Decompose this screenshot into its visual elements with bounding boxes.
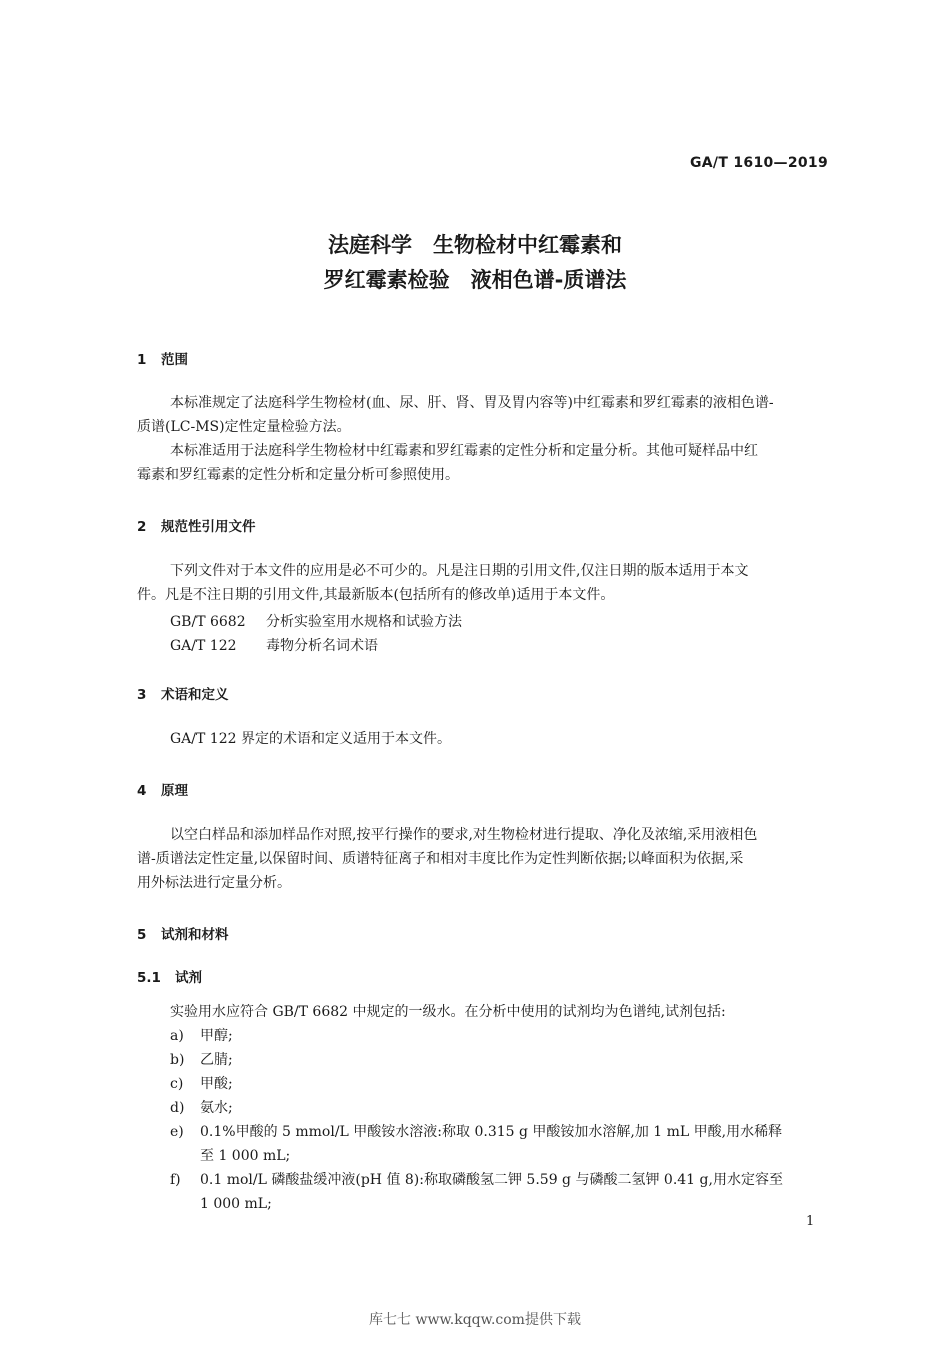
section-title: 规范性引用文件 — [161, 519, 256, 535]
text-line: 实验用水应符合 GB/T 6682 中规定的一级水。在分析中使用的试剂均为色谱纯,试剂包括: — [170, 1004, 726, 1020]
section-4-paragraph-1 — [137, 823, 832, 895]
section-5-1-intro — [137, 1000, 832, 1024]
list-item — [170, 1120, 782, 1168]
text-line: 以空白样品和添加样品作对照,按平行操作的要求,对生物检材进行提取、净化及浓缩,采用液相色 — [170, 827, 758, 843]
section-number: 5 — [137, 927, 147, 943]
section-2-heading — [137, 515, 256, 535]
reference-name: 毒物分析名词术语 — [266, 638, 378, 654]
list-text: 氨水; — [200, 1100, 233, 1116]
page-number: 1 — [806, 1214, 815, 1229]
section-title: 原理 — [161, 783, 188, 799]
download-footer: 库七七 www.kqqw.com提供下载 — [369, 1312, 581, 1328]
subsection-number: 5.1 — [137, 970, 161, 986]
section-3-heading — [137, 683, 229, 703]
section-4-heading — [137, 779, 188, 799]
list-marker: a) — [170, 1028, 184, 1044]
reference-item — [170, 611, 462, 631]
section-number: 2 — [137, 519, 147, 535]
section-number: 3 — [137, 687, 147, 703]
section-1-paragraph-1 — [137, 391, 832, 439]
section-1-heading — [137, 348, 188, 368]
subsection-title: 试剂 — [175, 970, 202, 986]
section-number: 1 — [137, 352, 147, 368]
list-text: 0.1 mol/L 磷酸盐缓冲液(pH 值 8):称取磷酸氢二钾 5.59 g 与磷酸二氢钾 0.41 g,用水定容至 — [200, 1172, 783, 1188]
list-marker: e) — [170, 1124, 184, 1140]
section-number: 4 — [137, 783, 147, 799]
section-1-paragraph-2 — [137, 439, 832, 487]
section-5-heading — [137, 923, 229, 943]
list-text: 甲酸; — [200, 1076, 233, 1092]
list-item — [170, 1024, 233, 1048]
text-line: 用外标法进行定量分析。 — [137, 875, 291, 891]
list-marker: c) — [170, 1076, 184, 1092]
list-item — [170, 1168, 783, 1216]
list-item — [170, 1096, 233, 1120]
text-line: 本标准规定了法庭科学生物检材(血、尿、肝、肾、胃及胃内容等)中红霉素和罗红霉素的液相色谱- — [170, 395, 774, 411]
section-title: 试剂和材料 — [161, 927, 229, 943]
section-3-paragraph-1 — [137, 727, 832, 751]
list-marker: d) — [170, 1100, 185, 1116]
title-line-2: 罗红霉素检验 液相色谱-质谱法 — [323, 268, 627, 292]
reference-item — [170, 635, 378, 655]
reference-code: GB/T 6682 — [170, 614, 246, 630]
title-line-1: 法庭科学 生物检材中红霉素和 — [328, 233, 622, 257]
list-text-continued: 1 000 mL; — [200, 1196, 272, 1212]
text-line: 谱-质谱法定性定量,以保留时间、质谱特征离子和相对丰度比作为定性判断依据;以峰面积为依据,采 — [137, 851, 744, 867]
list-marker: f) — [170, 1172, 181, 1188]
standard-number: GA/T 1610—2019 — [690, 155, 828, 171]
section-title: 范围 — [161, 352, 188, 368]
section-title: 术语和定义 — [161, 687, 229, 703]
section-2-paragraph-1 — [137, 559, 832, 607]
subsection-5-1-heading — [137, 966, 202, 986]
text-line: 霉素和罗红霉素的定性分析和定量分析可参照使用。 — [137, 467, 459, 483]
text-line: 质谱(LC-MS)定性定量检验方法。 — [137, 419, 351, 435]
list-text: 0.1%甲酸的 5 mmol/L 甲酸铵水溶液:称取 0.315 g 甲酸铵加水溶解,加 1 mL 甲酸,用水稀释 — [200, 1124, 783, 1140]
list-text: 甲醇; — [200, 1028, 233, 1044]
text-line: 下列文件对于本文件的应用是必不可少的。凡是注日期的引用文件,仅注日期的版本适用于本文 — [170, 563, 749, 579]
list-marker: b) — [170, 1052, 185, 1068]
list-text-continued: 至 1 000 mL; — [200, 1148, 291, 1164]
document-title — [0, 228, 950, 298]
list-item — [170, 1048, 233, 1072]
text-line: 件。凡是不注日期的引用文件,其最新版本(包括所有的修改单)适用于本文件。 — [137, 587, 615, 603]
reference-name: 分析实验室用水规格和试验方法 — [266, 614, 462, 630]
reference-code: GA/T 122 — [170, 638, 237, 654]
list-text: 乙腈; — [200, 1052, 233, 1068]
list-item — [170, 1072, 233, 1096]
text-line: 本标准适用于法庭科学生物检材中红霉素和罗红霉素的定性分析和定量分析。其他可疑样品中红 — [170, 443, 758, 459]
text-line: GA/T 122 界定的术语和定义适用于本文件。 — [170, 731, 451, 747]
